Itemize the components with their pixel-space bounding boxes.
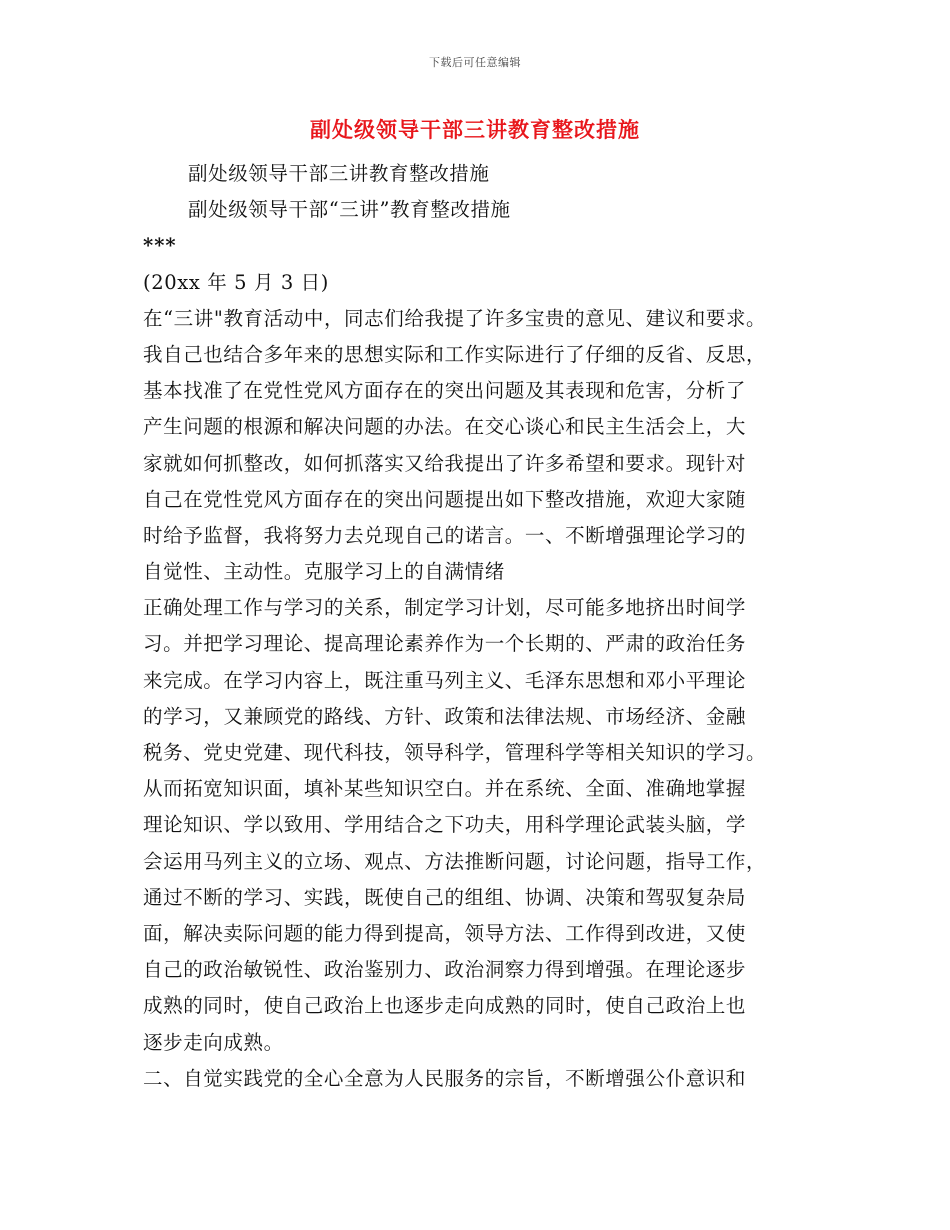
body-line: 我自己也结合多年来的思想实际和工作实际进行了仔细的反省、反思，: [143, 342, 767, 366]
body-line: 产生问题的根源和解决问题的办法。在交心谈心和民主生活会上，大: [143, 415, 747, 439]
body-line: 会运用马列主义的立场、观点、方法推断问题，讨论问题，指导工作，: [143, 849, 767, 873]
body-line: 自觉性、主动性。克服学习上的自满情绪: [143, 560, 505, 584]
body-line: 税务、党史党建、现代科技，领导科学，管理科学等相关知识的学习。: [143, 741, 767, 764]
body-line: 家就如何抓整改，如何抓落实又给我提出了许多希望和要求。现针对: [143, 451, 747, 475]
body-line: 逐步走向成熟。: [143, 1030, 284, 1054]
document-title: 副处级领导干部三讲教育整改措施: [310, 117, 640, 142]
body-line: 基本找准了在党性党风方面存在的突出问题及其表现和危害，分析了: [143, 379, 747, 403]
body-line: 来完成。在学习内容上，既注重马列主义、毛泽东思想和邓小平理论: [143, 668, 747, 692]
body-line: 通过不断的学习、实践，既使自己的组组、协调、决策和驾驭复杂局: [143, 885, 747, 909]
body-line: 自己的政治敏锐性、政治鉴别力、政治洞察力得到增强。在理论逐步: [143, 958, 747, 982]
body-line: 理论知识、学以致用、学用结合之下功夫，用科学理论武装头脑，学: [143, 813, 747, 837]
body-line: 面，解决卖际问题的能力得到提高，领导方法、工作得到改进，又使: [143, 921, 747, 945]
subtitle-line: 副处级领导干部三讲教育整改措施: [188, 162, 490, 185]
author-mark: ***: [143, 234, 177, 258]
date-line: (20xx 年 5 月 3 日): [143, 270, 329, 294]
body-line: 从而拓宽知识面，填补某些知识空白。并在系统、全面、准确地掌握: [143, 777, 747, 801]
body-line: 正确处理工作与学习的关系，制定学习计划，尽可能多地挤出时间学: [143, 596, 747, 620]
body-line: 时给予监督，我将努力去兑现自己的诺言。一、不断增强理论学习的: [143, 523, 747, 547]
body-line: 习。并把学习理论、提高理论素养作为一个长期的、严肃的政治任务: [143, 632, 747, 656]
body-line: 二、自觉实践党的全心全意为人民服务的宗旨，不断增强公仆意识和: [143, 1066, 747, 1090]
body-line: 成熟的同时，使自己政治上也逐步走向成熟的同时，使自己政治上也: [143, 994, 747, 1018]
header-note: 下载后可任意编辑: [429, 56, 521, 69]
body-line: 的学习，又兼顾党的路线、方针、政策和法律法规、市场经济、金融: [143, 704, 747, 728]
document-body: [143, 156, 843, 1097]
subtitle-line: 副处级领导干部“三讲”教育整改措施: [188, 198, 511, 222]
body-line: 在“三讲"教育活动中，同志们给我提了许多宝贵的意见、建议和要求。: [143, 306, 767, 330]
body-line: 自己在党性党风方面存在的突出问题提出如下整改措施，欢迎大家随: [143, 487, 747, 511]
